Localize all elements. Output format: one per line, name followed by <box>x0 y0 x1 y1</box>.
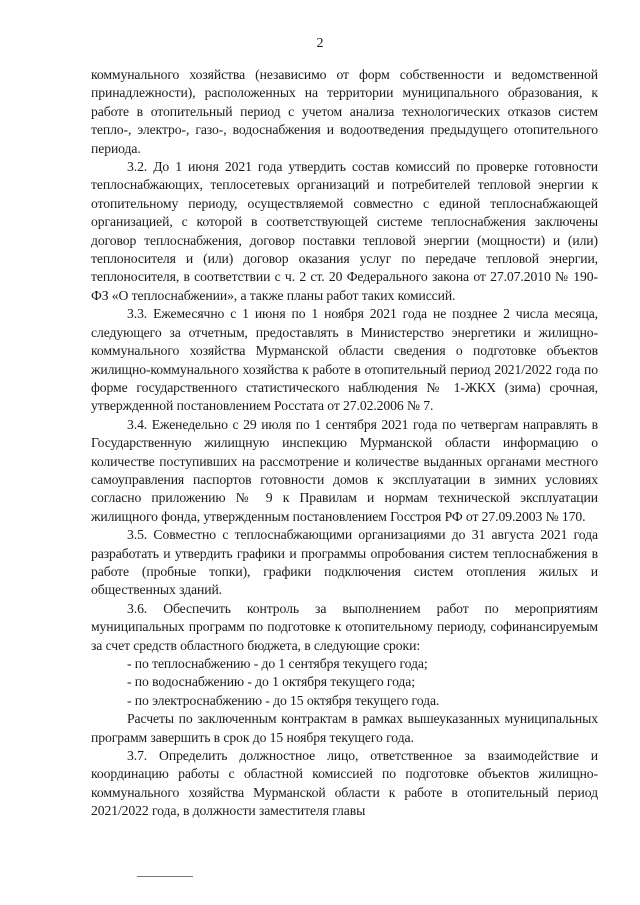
paragraph-3-2: 3.2. До 1 июня 2021 года утвердить состав комиссий по проверке готовности теплоснабжающих, теплосетевых организаций и потребителей тепловой энергии к отопительному периоду, осуществляемой совместно с единой теплоснабжающей организацией, с которой в соответствующей системе теплоснабжения заключены договор теплоснабжения, договор поставки тепловой энергии (мощности) и (или) теплоносителя и (или) договор оказания услуг по передаче тепловой энергии, теплоносителя, в соответствии с ч. 2 ст. 20 Федерального закона от 27.07.2010 № 190-ФЗ «О теплоснабжении», а также планы работ таких комиссий. <box>91 159 598 303</box>
deadline-item-heat: - по теплоснабжению - до 1 сентября текущего года; <box>127 656 428 671</box>
footer-divider <box>137 876 193 877</box>
deadline-item-electricity: - по электроснабжению - до 15 октября текущего года. <box>127 692 440 708</box>
paragraph-settlements: Расчеты по заключенным контрактам в рамках вышеуказанных муниципальных программ завершить в срок до 15 ноября текущего года. <box>91 711 598 745</box>
paragraph-3-7: 3.7. Определить должностное лицо, ответственное за взаимодействие и координацию работы с областной комиссией по подготовке объектов жилищно-коммунального хозяйства Мурманской области к работе в отопительный период 2021/2022 года, в должности заместителя главы <box>91 748 598 819</box>
paragraph-3-4: 3.4. Еженедельно с 29 июля по 1 сентября 2021 года по четвергам направлять в Государственную жилищную инспекцию Мурманской области информацию о количестве поступивших на рассмотрение и количестве выданных органами местного самоуправления паспортов готовности домов к эксплуатации в зимних условиях согласно приложению № 9 к Правилам и нормам технической эксплуатации жилищного фонда, утвержденным постановлением Госстроя РФ от 27.09.2003 № 170. <box>91 416 598 524</box>
paragraph-3-6: 3.6. Обеспечить контроль за выполнением работ по мероприятиям муниципальных программ по подготовке к отопительному периоду, софинансируемым за счет средств областного бюджета, в следующие сроки: <box>91 600 598 653</box>
document-body <box>91 66 598 821</box>
paragraph-3-5: 3.5. Совместно с теплоснабжающими организациями до 31 августа 2021 года разработать и утвердить графики и программы опробования систем теплоснабжения в работе (пробные топки), графики подключения систем отопления жилых и общественных зданий. <box>91 527 598 598</box>
deadline-item-water: - по водоснабжению - до 1 октября текущего года; <box>127 674 415 690</box>
paragraph-3-3: 3.3. Ежемесячно с 1 июня по 1 ноября 2021 года не позднее 2 числа месяца, следующего за отчетным, предоставлять в Министерство энергетики и жилищно-коммунального хозяйства Мурманской области сведения о подготовке объектов жилищно-коммунального хозяйства к работе в отопительный период 2021/2022 года по форме государственного статистического наблюдения № 1-ЖКХ (зима) срочная, утвержденной постановлением Росстата от 27.02.2006 № 7. <box>91 306 598 414</box>
page-number: 2 <box>316 36 324 51</box>
paragraph-continuation: коммунального хозяйства (независимо от форм собственности и ведомственной принадлежности), расположенных на территории муниципального образования, к работе в отопительный период с учетом анализа технологических отказов систем тепло-, электро-, газо-, водоснабжения и водоотведения предыдущего отопительного периода. <box>91 67 598 156</box>
